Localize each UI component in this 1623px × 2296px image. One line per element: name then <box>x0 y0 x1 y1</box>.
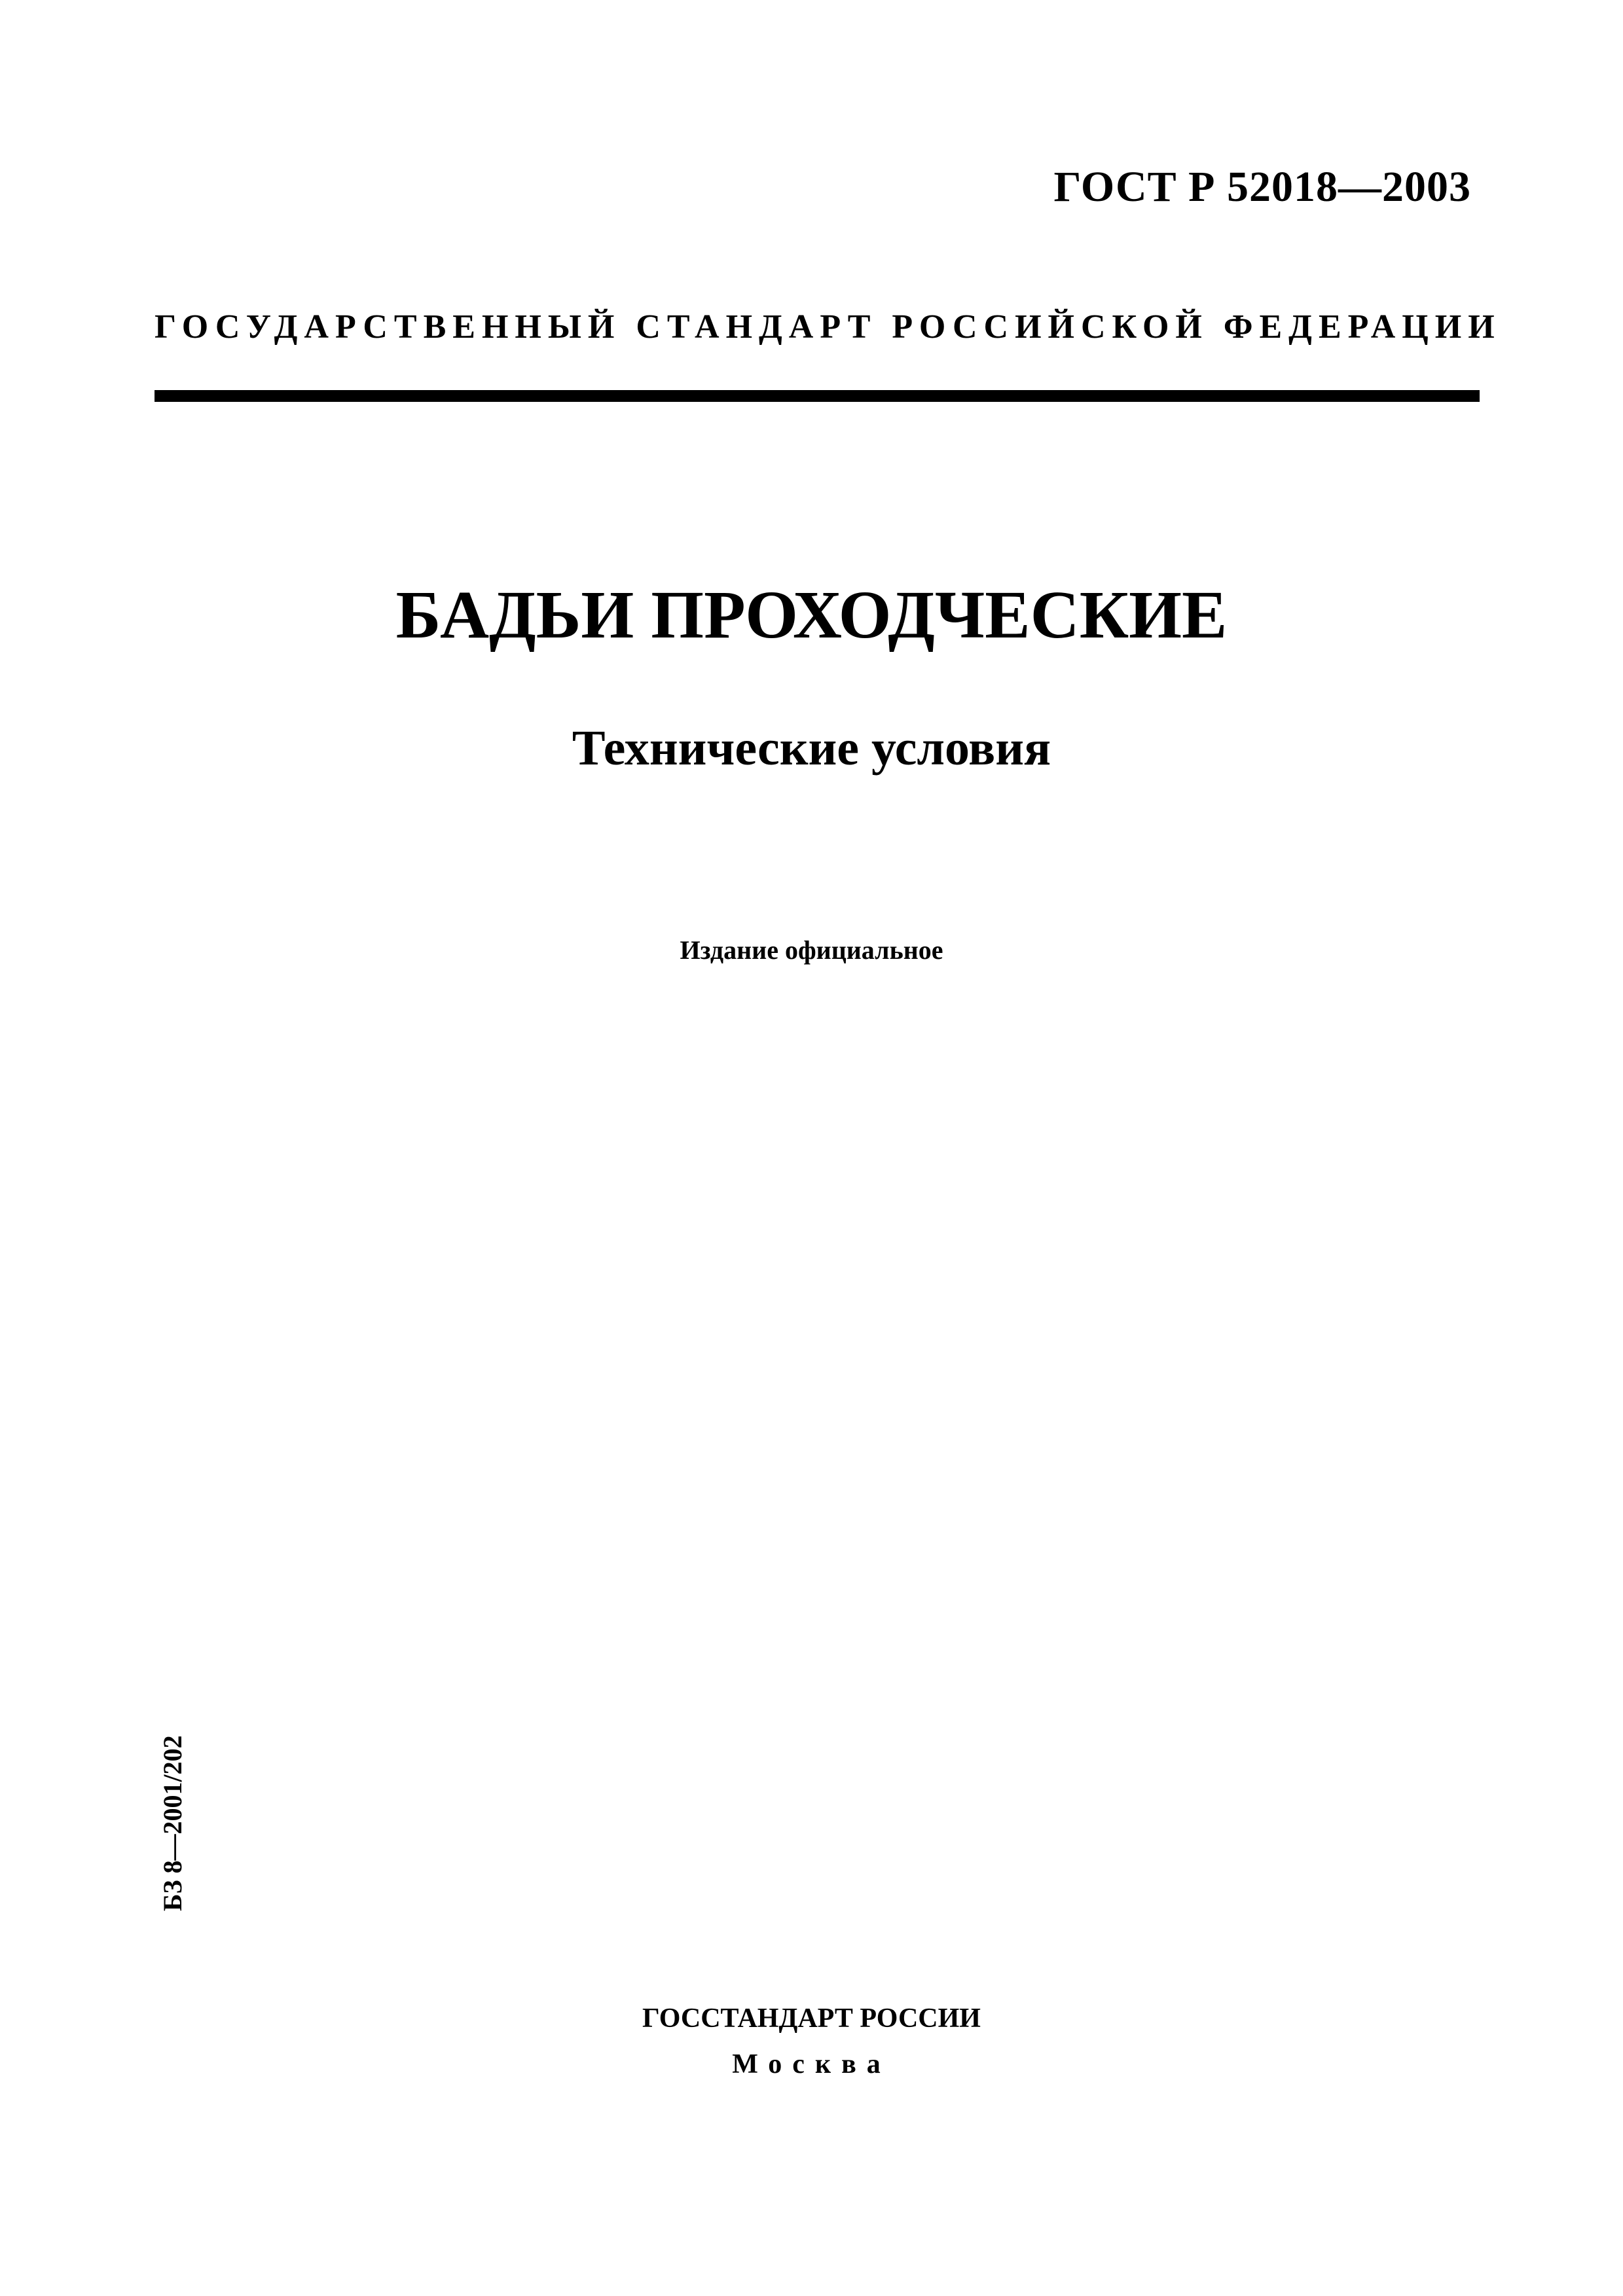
document-subtitle: Технические условия <box>572 721 1051 776</box>
standard-number: ГОСТ Р 52018—2003 <box>1053 163 1471 211</box>
publisher: ГОССТАНДАРТ РОССИИ <box>642 2003 981 2034</box>
edition-note: Издание официальное <box>680 935 943 965</box>
state-standard-heading: ГОСУДАРСТВЕННЫЙ СТАНДАРТ РОССИЙСКОЙ ФЕДЕРАЦИИ <box>155 308 1501 346</box>
publisher-city: Москва <box>732 2049 891 2079</box>
document-title: БАДЬИ ПРОХОДЧЕСКИЕ <box>395 577 1228 653</box>
header-rule <box>155 390 1480 402</box>
side-code: БЗ 8—2001/202 <box>158 1735 187 1911</box>
